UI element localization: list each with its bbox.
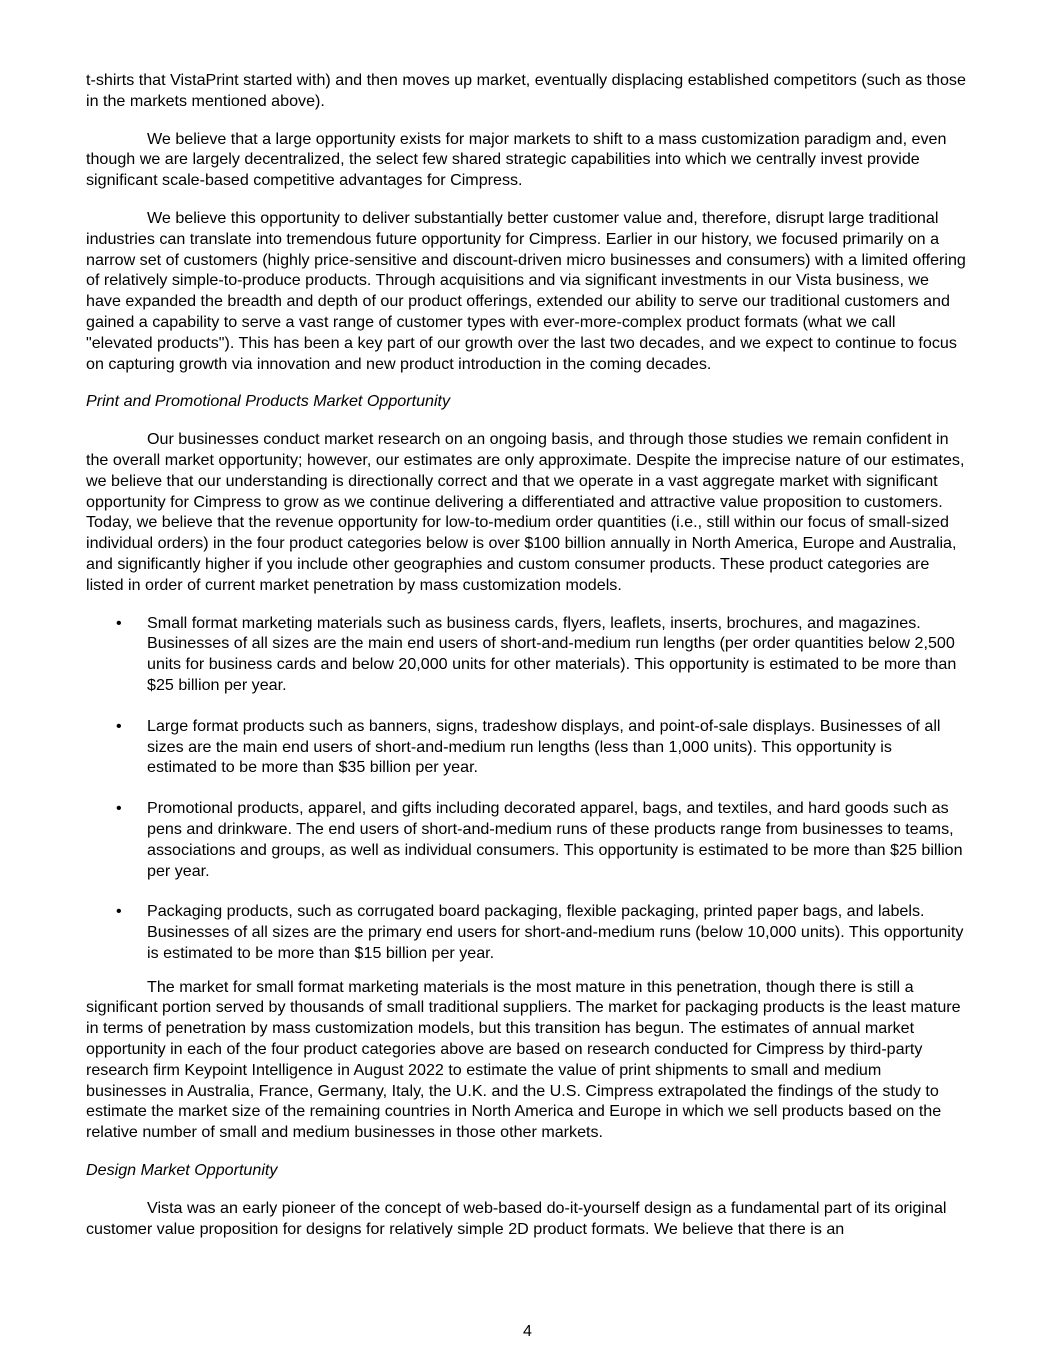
list-item [86,798,966,881]
list-item-text: Packaging products, such as corrugated board packaging, flexible packaging, printed paper bags, and labels. Businesses of all sizes are the primary end users for short-and-medium runs (below 10,000 units). This opportunity is estimated to be more than $15 billion per year. [147,902,964,962]
paragraph-customer-value: We believe this opportunity to deliver substantially better customer value and, therefore, disrupt large traditional industries can translate into tremendous future opportunity for Cimpress. Earlier in our history, we focused primarily on a narrow set of customers (highly price-sensitive and discount-driven micro businesses and consumers) with a limited offering of relatively simple-to-produce products. Through acquisitions and via significant investments in our Vista business, we have expanded the breadth and depth of our product offerings, extended our ability to serve our traditional customers and gained a capability to serve a vast range of customer types with ever-more-complex product formats (what we call "elevated products"). This has been a key part of our growth over the last two decades, and we expect to continue to focus on capturing growth via innovation and new product introduction in the coming decades. [86,208,966,373]
page-number: 4 [523,1323,532,1340]
list-item [86,613,966,696]
list-item-text: Small format marketing materials such as business cards, flyers, leaflets, inserts, brochures, and magazines. Businesses of all sizes are the main end users of short-and-medium run lengths (per order quantities below 2,500 units for business cards and below 20,000 units for other materials). This opportunity is estimated to be more than $25 billion per year. [147,613,957,694]
document-page [86,70,966,1256]
bullet-icon: • [116,799,122,818]
paragraph-continuation: t-shirts that VistaPrint started with) and then moves up market, eventually displacing established competitors (such as those in the markets mentioned above). [86,71,966,110]
list-item-text: Large format products such as banners, signs, tradeshow displays, and point-of-sale displays. Businesses of all sizes are the main end users of short-and-medium run lengths (less than 1,000 units). This opportunity is estimated to be more than $35 billion per year. [147,716,941,777]
section-heading-design-market: Design Market Opportunity [86,1161,278,1180]
list-item [86,901,966,963]
section-heading-print-market: Print and Promotional Products Market Opportunity [86,392,451,411]
bullet-icon: • [116,613,122,632]
paragraph-design-pioneer: Vista was an early pioneer of the concept of web-based do-it-yourself design as a fundamental part of its original customer value proposition for designs for relatively simple 2D product formats. We believe that there is an [86,1198,947,1238]
list-item [86,716,966,778]
product-categories-list [86,613,966,964]
bullet-icon: • [116,716,122,735]
paragraph-opportunity: We believe that a large opportunity exists for major markets to shift to a mass customization paradigm and, even though we are largely decentralized, the select few shared strategic capabilities into which we centrally invest provide significant scale-based competitive advantages for Cimpress. [86,129,947,190]
paragraph-market-maturity: The market for small format marketing materials is the most mature in this penetration, though there is still a significant portion served by thousands of small traditional suppliers. The market for packaging products is the least mature in terms of penetration by mass customization models, but this transition has begun. The estimates of annual market opportunity in each of the four product categories above are based on research conducted for Cimpress by third-party research firm Keypoint Intelligence in August 2022 to estimate the value of print shipments to small and medium businesses in Australia, France, Germany, Italy, the U.K. and the U.S. Cimpress extrapolated the findings of the study to estimate the market size of the remaining countries in North America and Europe in which we sell products based on the relative number of small and medium businesses in those other markets. [86,977,961,1142]
list-item-text: Promotional products, apparel, and gifts including decorated apparel, bags, and textiles, and hard goods such as pens and drinkware. The end users of short-and-medium runs of these products range from businesses to teams, associations and groups, as well as individual consumers. This opportunity is estimated to be more than $25 billion per year. [147,799,963,880]
paragraph-market-research: Our businesses conduct market research on an ongoing basis, and through those studies we remain confident in the overall market opportunity; however, our estimates are only approximate. Despite the imprecise nature of our estimates, we believe that our understanding is directionally correct and that we operate in a vast aggregate market with significant opportunity for Cimpress to grow as we continue delivering a differentiated and attractive value proposition to customers. Today, we believe that the revenue opportunity for low-to-medium order quantities (i.e., still within our focus of small-sized individual orders) in the four product categories below is over $100 billion annually in North America, Europe and Australia, and significantly higher if you include other geographies and custom consumer products. These product categories are listed in order of current market penetration by mass customization models. [86,430,965,594]
bullet-icon: • [116,902,122,921]
